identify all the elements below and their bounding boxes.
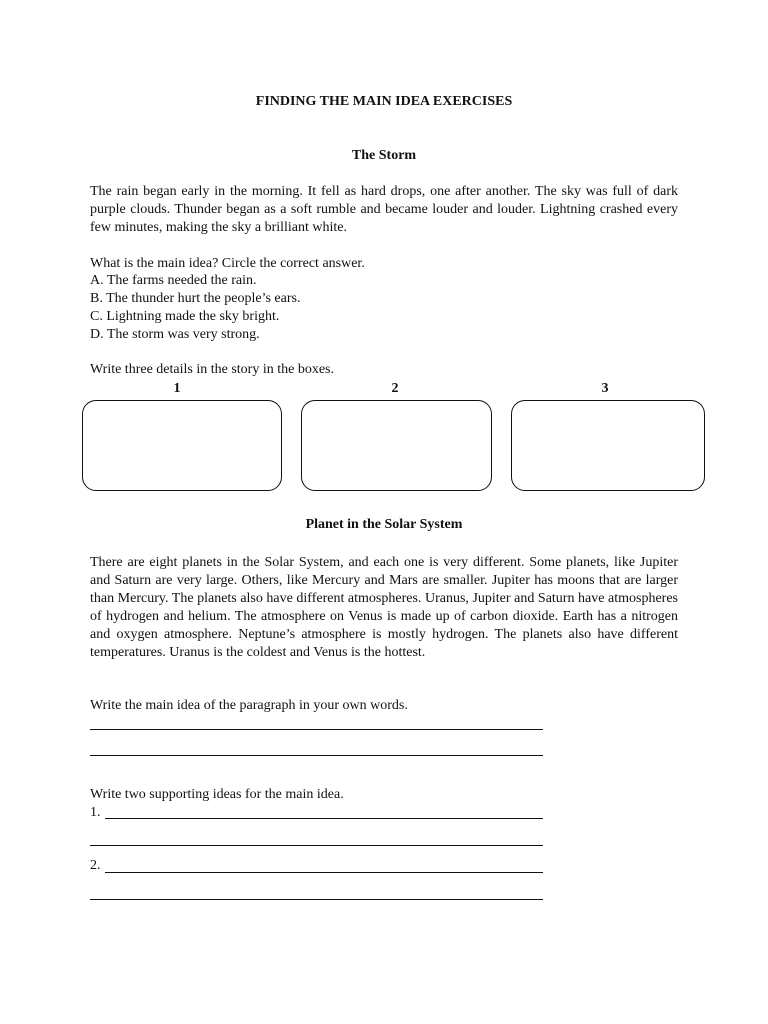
section-heading-planets: Planet in the Solar System	[305, 517, 463, 532]
supporting-answer-line-1b[interactable]	[90, 845, 543, 846]
detail-box-3[interactable]	[511, 400, 705, 491]
supporting-answer-line-1a[interactable]	[105, 818, 543, 819]
answer-option-b[interactable]: B. The thunder hurt the people’s ears.	[90, 291, 301, 306]
main-idea-question: What is the main idea? Circle the correct answer.	[90, 256, 365, 271]
supporting-answer-line-2a[interactable]	[105, 872, 543, 873]
box-label-2: 2	[391, 381, 399, 396]
answer-option-a[interactable]: A. The farms needed the rain.	[90, 273, 257, 288]
main-idea-prompt: Write the main idea of the paragraph in your own words.	[90, 698, 408, 713]
page-title: FINDING THE MAIN IDEA EXERCISES	[255, 94, 513, 109]
answer-option-d[interactable]: D. The storm was very strong.	[90, 327, 260, 342]
box-label-1: 1	[173, 381, 181, 396]
supporting-label-2: 2.	[90, 858, 101, 873]
main-idea-answer-line-1[interactable]	[90, 729, 543, 730]
detail-box-1[interactable]	[82, 400, 282, 491]
supporting-answer-line-2b[interactable]	[90, 899, 543, 900]
planets-passage: There are eight planets in the Solar System, and each one is very different. Some planets, like Jupiter and Saturn are very large. Others, like Mercury and Mars are smaller. Jupiter has moons that are larger than Mercury. The planets also have different atmospheres. Uranus, Jupiter and Saturn have atmospheres of hydrogen and helium. The atmosphere on Venus is made up of carbon dioxide. Earth has a nitrogen and oxygen atmosphere. Neptune’s atmosphere is mostly hydrogen. The planets also have different temperatures. Uranus is the coldest and Venus is the hottest.	[90, 555, 678, 660]
answer-option-c[interactable]: C. Lightning made the sky bright.	[90, 309, 280, 324]
main-idea-answer-line-2[interactable]	[90, 755, 543, 756]
supporting-ideas-prompt: Write two supporting ideas for the main idea.	[90, 787, 344, 802]
supporting-label-1: 1.	[90, 805, 101, 820]
box-label-3: 3	[601, 381, 609, 396]
details-prompt: Write three details in the story in the boxes.	[90, 362, 334, 377]
detail-box-2[interactable]	[301, 400, 492, 491]
storm-passage: The rain began early in the morning. It fell as hard drops, one after another. The sky was full of dark purple clouds. Thunder began as a soft rumble and became louder and louder. Lightning crashed every few minutes, making the sky a brilliant white.	[90, 184, 678, 235]
section-heading-storm: The Storm	[351, 148, 417, 163]
